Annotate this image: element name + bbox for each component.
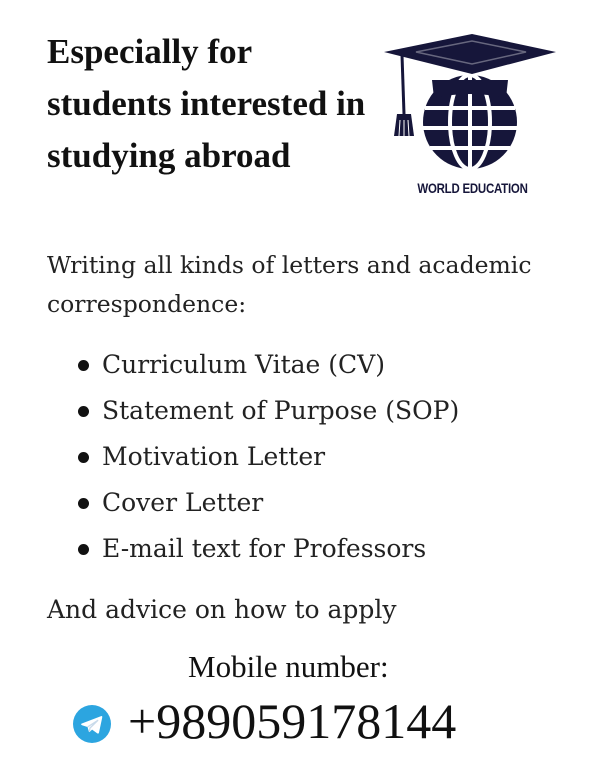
- list-item: E-mail text for Professors: [72, 527, 459, 573]
- logo-text: WORLD EDUCATION: [417, 180, 528, 196]
- phone-number[interactable]: +989059178144: [128, 693, 457, 749]
- list-item: Curriculum Vitae (CV): [72, 343, 459, 389]
- world-education-logo: [380, 28, 565, 208]
- intro-text: Writing all kinds of letters and academic correspondence:: [47, 251, 532, 318]
- list-item: Statement of Purpose (SOP): [72, 389, 459, 435]
- telegram-icon[interactable]: [73, 705, 111, 743]
- graduation-cap-globe-icon: [380, 28, 565, 178]
- mobile-label: Mobile number:: [188, 649, 389, 684]
- services-list: [72, 343, 459, 573]
- list-item: Cover Letter: [72, 481, 459, 527]
- advice-text: And advice on how to apply: [47, 595, 397, 624]
- list-item: Motivation Letter: [72, 435, 459, 481]
- headline: Especially for students interested in studying abroad: [47, 32, 366, 175]
